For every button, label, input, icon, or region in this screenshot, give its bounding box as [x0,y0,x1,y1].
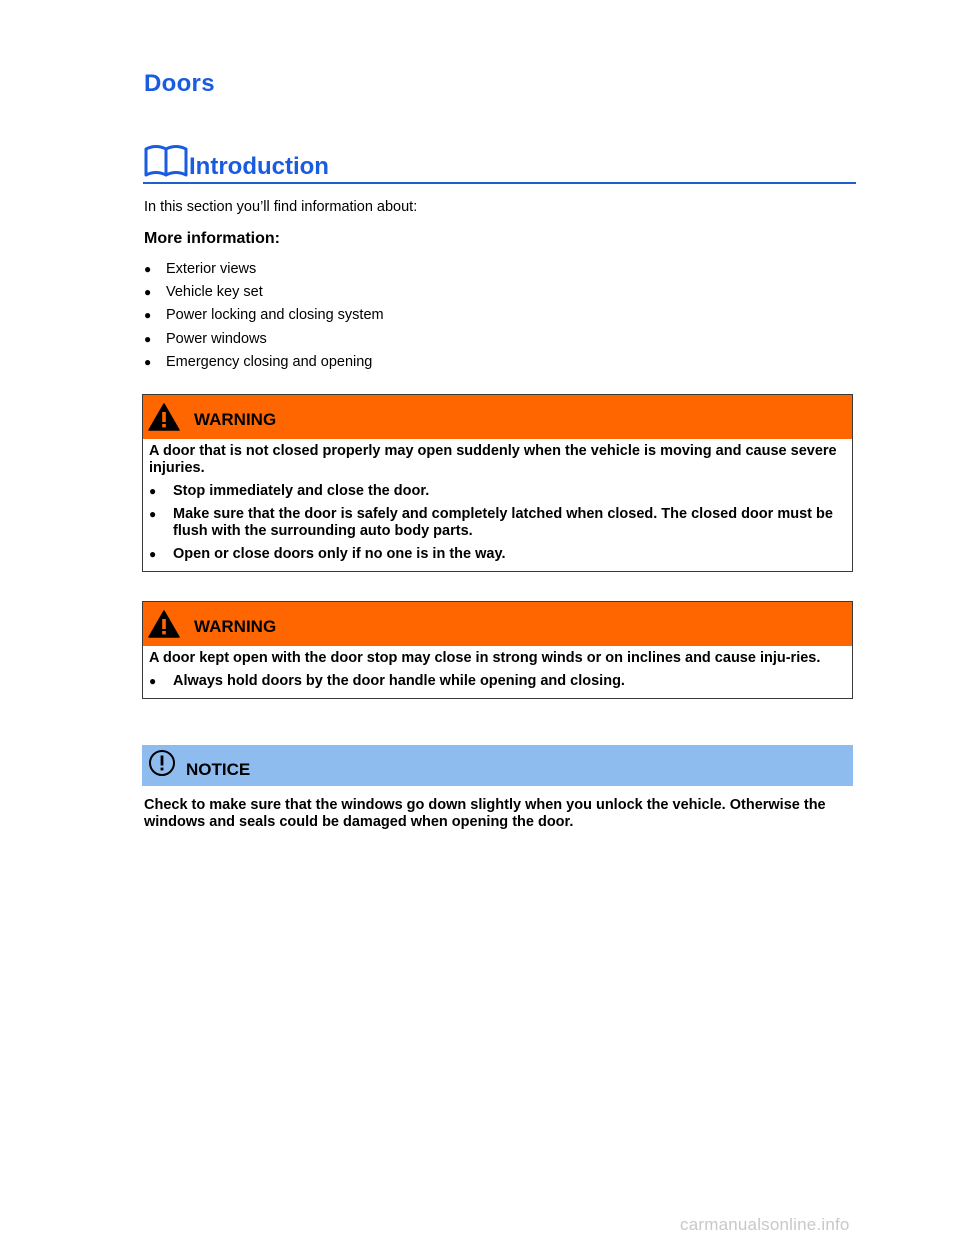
more-info-heading: More information: [144,230,280,247]
list-item[interactable]: ● Vehicle key set [144,283,263,300]
warning-bullet: ● Stop immediately and close the door. [149,483,430,499]
list-item[interactable]: ● Power locking and closing system [144,307,384,324]
exclamation-circle-icon [148,749,176,777]
warning-header [143,602,852,646]
notice-label: NOTICE [186,759,251,779]
warning-body [143,439,852,571]
watermark: carmanualsonline.info [680,1215,850,1234]
list-item[interactable]: ● Power windows [144,330,267,347]
warning-triangle-icon [148,610,180,638]
section-title: Introduction [189,153,329,180]
warning-label: WARNING [194,617,277,636]
chapter-title: Doors [144,70,215,97]
warning-body [143,646,852,698]
notice-text: Check to make sure that the windows go down slightly when you unlock the vehicle. Otherwise the windows and seals could be damaged when opening the door. [144,797,826,830]
section-header [143,138,856,184]
topic-list [144,257,384,373]
warning-box [142,601,853,699]
intro-text: In this section you’ll find information about: [144,199,418,215]
list-item[interactable]: ● Emergency closing and opening [144,353,373,370]
warning-bullet: ● Always hold doors by the door handle while opening and closing. [149,673,625,689]
warning-header [143,395,852,439]
warning-text: A door kept open with the door stop may close in strong winds or on inclines and cause inju-ries. [149,650,821,666]
notice-header [142,745,853,786]
warning-text: A door that is not closed properly may open suddenly when the vehicle is moving and cause severe injuries. [149,443,837,476]
warning-box [142,394,853,572]
warning-bullet: ● Open or close doors only if no one is in the way. [149,546,506,562]
book-icon [143,143,189,179]
list-item[interactable]: ● Exterior views [144,260,257,277]
warning-bullet: ● Make sure that the door is safely and completely latched when closed. The closed door must be flush with the surrounding auto body parts. [149,506,833,539]
warning-label: WARNING [194,410,277,429]
warning-triangle-icon [148,403,180,431]
